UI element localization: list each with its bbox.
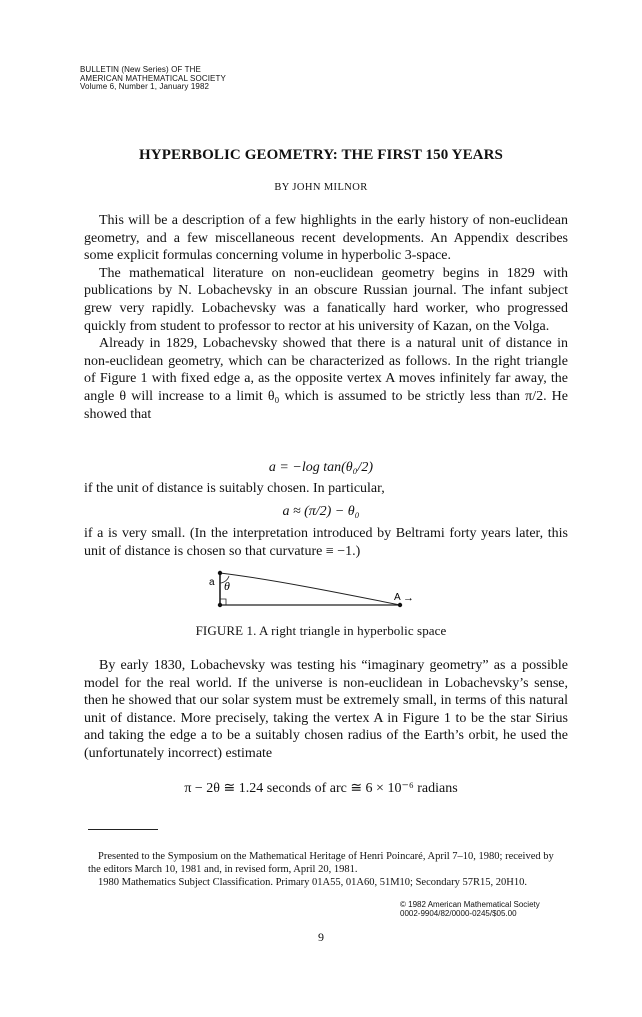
right-triangle-diagram <box>200 565 460 615</box>
intro-block <box>84 212 568 423</box>
figure-1 <box>200 565 460 615</box>
right-angle-vertex <box>218 603 222 607</box>
copyright-line-1: © 1982 American Mathematical Society <box>400 900 540 909</box>
figure-caption: FIGURE 1. A right triangle in hyperbolic space <box>195 623 447 638</box>
header-line-1: BULLETIN (New Series) OF THE <box>80 65 201 74</box>
page-number: 9 <box>318 930 324 944</box>
paragraph-6: By early 1830, Lobachevsky was testing his “imaginary geometry” as a possible model for the real world. If the universe is non-euclidean in Lobachevsky’s sense, then he showed that our solar system must be extremely small, in terms of this natural unit of distance. More precisely, taking the vertex A in Figure 1 to be the star Sirius and taking the edge a to be a suitably chosen radius of the Earth’s orbit, he used the (unfortunately incorrect) estimate <box>84 658 568 761</box>
copyright-notice <box>400 900 540 918</box>
header-line-3: Volume 6, Number 1, January 1982 <box>80 82 210 92</box>
equation-1: a = −log tan(θ₀/2) <box>268 460 374 475</box>
author-line: BY JOHN MILNOR <box>274 182 368 193</box>
footnote-rule <box>88 829 158 830</box>
arrow-right-icon: → <box>403 592 414 604</box>
copyright-line-2: 0002-9904/82/0000-0245/$05.00 <box>400 909 517 918</box>
label-a: a <box>209 577 215 588</box>
paragraph-1: This will be a description of a few highlights in the early history of non-euclidean geometry, and a few miscellaneous recent developments. An Appendix describes some explicit formulas concerning volume in hyperbolic 3-space. <box>84 213 568 264</box>
vertex-A <box>398 603 402 607</box>
label-A: A <box>394 592 401 603</box>
equation-2: a ≈ (π/2) − θ₀ <box>282 504 360 519</box>
top-vertex <box>218 571 222 575</box>
paper-title: HYPERBOLIC GEOMETRY: THE FIRST 150 YEARS <box>139 147 503 163</box>
paragraph-2: The mathematical literature on non-euclidean geometry begins in 1829 with publications by N. Lobachevsky in an obscure Russian journal. The infant subject grew very rapidly. Lobachevsky was a fanatically hard worker, who progressed quickly from student to professor to rector at his university of Kazan, on the Volga. <box>84 265 568 334</box>
equation-3: π − 2θ ≅ 1.24 seconds of arc ≅ 6 × 10⁻⁶ radians <box>184 781 458 796</box>
paragraph-4: if the unit of distance is suitably chosen. In particular, <box>84 481 385 496</box>
text-block-4 <box>84 657 568 763</box>
header-line-2: AMERICAN MATHEMATICAL SOCIETY <box>80 73 226 83</box>
paragraph-3: Already in 1829, Lobachevsky showed that there is a natural unit of distance in non-euclidean geometry, which can be characterized as follows. In the right triangle of Figure 1 with fixed edge a, as the opposite vertex A moves infinitely far away, the angle θ will increase to a limit θ₀ which is assumed to be strictly less than π/2. He showed that <box>84 336 568 422</box>
footnote-2: 1980 Mathematics Subject Classification. Primary 01A55, 01A60, 51M10; Secondary 57R15, 20H10. <box>98 877 527 889</box>
hypotenuse <box>220 573 400 605</box>
text-block-2 <box>84 480 568 498</box>
paragraph-5: if a is very small. (In the interpretation introduced by Beltrami forty years later, this unit of distance is chosen so that curvature ≡ −1.) <box>84 526 568 559</box>
text-block-3 <box>84 525 568 560</box>
footnotes <box>88 850 568 890</box>
journal-header <box>80 66 226 92</box>
label-theta: θ <box>224 579 230 593</box>
footnote-1: Presented to the Symposium on the Mathematical Heritage of Henri Poincaré, April 7–10, 1980; received by the editors March 10, 1981 and, in revised form, April 20, 1981. <box>88 851 554 876</box>
